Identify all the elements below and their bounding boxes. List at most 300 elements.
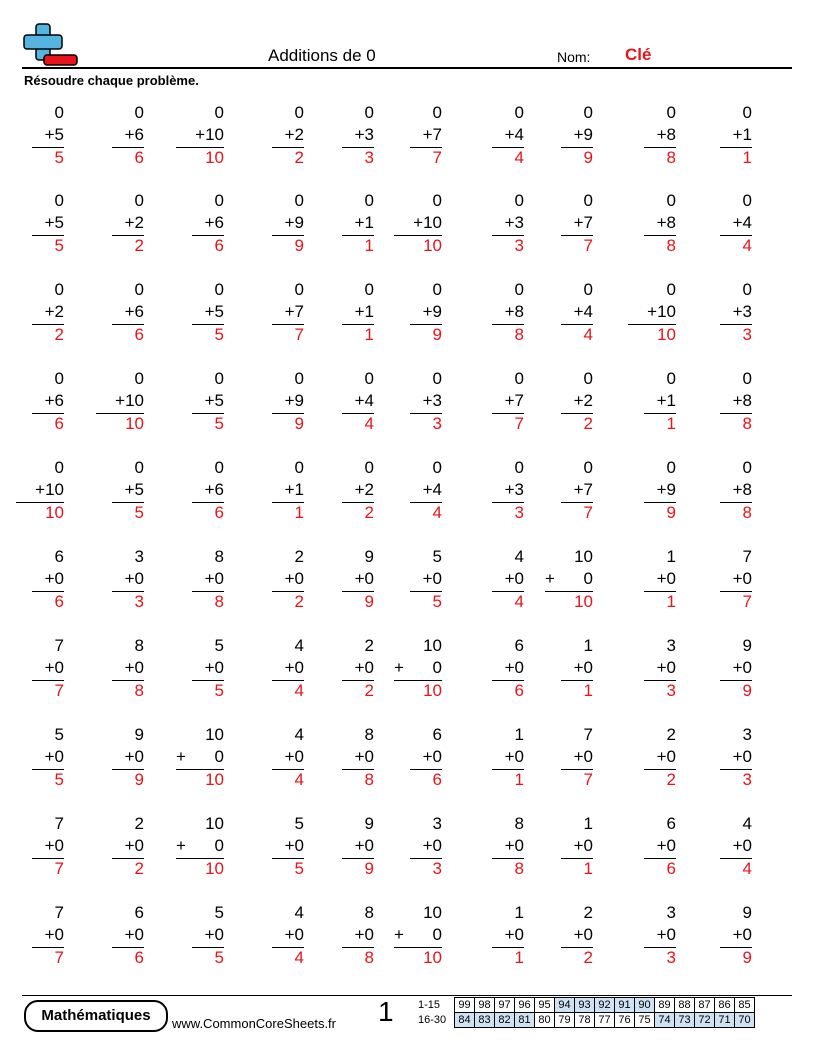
problem: [410, 724, 442, 791]
addend-bottom: +0: [504, 658, 524, 677]
score-row-label: 1-15: [418, 999, 441, 1011]
addend-bottom: +6: [204, 213, 224, 232]
problem: [720, 190, 752, 257]
answer: 5: [432, 592, 442, 611]
score-cell: 73: [675, 1013, 695, 1028]
addend-bottom: +9: [284, 213, 304, 232]
problem: [720, 368, 752, 435]
addend-top: 0: [742, 103, 752, 122]
answer: 8: [514, 325, 524, 344]
problem: [492, 102, 524, 169]
answer: 4: [364, 414, 374, 433]
answer: 4: [742, 859, 752, 878]
answer: 2: [134, 859, 144, 878]
score-cell: 99: [455, 998, 475, 1013]
addend-top: 0: [514, 369, 524, 388]
site-url: www.CommonCoreSheets.fr: [172, 1016, 336, 1031]
problem: [192, 279, 224, 346]
addend-bottom: +1: [284, 480, 304, 499]
addend-bottom: +9: [573, 125, 593, 144]
answer: 4: [742, 236, 752, 255]
problem: [272, 546, 304, 613]
problem: [272, 813, 304, 880]
addend-bottom: +8: [732, 480, 752, 499]
addend-top: 8: [364, 725, 374, 744]
addend-top: 3: [742, 725, 752, 744]
answer: 10: [205, 859, 224, 878]
problem: [176, 724, 224, 791]
score-cell: 88: [675, 998, 695, 1013]
problem: [16, 457, 64, 524]
addend-bottom: +0: [422, 836, 442, 855]
problem: [492, 902, 524, 969]
addend-top: 0: [432, 103, 442, 122]
addend-top: 4: [294, 725, 304, 744]
problem: [342, 724, 374, 791]
addend-top: 0: [54, 369, 64, 388]
score-cell: 74: [655, 1013, 675, 1028]
problem: [272, 368, 304, 435]
addend-top: 10: [205, 814, 224, 833]
problem: [112, 635, 144, 702]
addend-top: 0: [214, 369, 224, 388]
problem: [644, 546, 676, 613]
addend-top: 8: [214, 547, 224, 566]
problem: [720, 724, 752, 791]
addend-bottom: +0: [354, 747, 374, 766]
addend-top: 9: [134, 725, 144, 744]
answer: 9: [583, 148, 593, 167]
answer: 1: [583, 681, 593, 700]
addend-bottom: +7: [573, 480, 593, 499]
answer: 4: [583, 325, 593, 344]
name-label: Nom:: [557, 49, 591, 65]
answer: 10: [125, 414, 144, 433]
problem: [192, 190, 224, 257]
answer: 8: [666, 148, 676, 167]
score-cell: 83: [475, 1013, 495, 1028]
answer: 3: [742, 325, 752, 344]
addend-bottom: +0: [204, 658, 224, 677]
addend-top: 0: [514, 103, 524, 122]
addend-bottom: +0: [504, 925, 524, 944]
addend-bottom: +0: [354, 658, 374, 677]
score-cell: 94: [555, 998, 575, 1013]
problem: [720, 546, 752, 613]
problem: [492, 546, 524, 613]
addend-bottom: + 0: [394, 658, 442, 677]
addend-top: 0: [666, 369, 676, 388]
problem: [628, 279, 676, 346]
addend-bottom: +0: [732, 747, 752, 766]
addend-top: 7: [54, 636, 64, 655]
answer: 9: [294, 414, 304, 433]
addend-bottom: +0: [573, 658, 593, 677]
addend-bottom: +5: [124, 480, 144, 499]
answer: 6: [54, 592, 64, 611]
answer: 7: [54, 859, 64, 878]
addend-bottom: +3: [422, 391, 442, 410]
score-cell: 86: [715, 998, 735, 1013]
problem: [272, 724, 304, 791]
addend-bottom: +0: [124, 569, 144, 588]
addend-bottom: +0: [124, 925, 144, 944]
addend-top: 6: [666, 814, 676, 833]
score-cell: 84: [455, 1013, 475, 1028]
addend-bottom: +3: [504, 213, 524, 232]
problem: [561, 724, 593, 791]
score-cell: 71: [715, 1013, 735, 1028]
answer: 6: [54, 414, 64, 433]
addend-bottom: +0: [656, 836, 676, 855]
problem: [720, 102, 752, 169]
answer: 2: [54, 325, 64, 344]
addend-bottom: +0: [656, 658, 676, 677]
addend-top: 6: [514, 636, 524, 655]
addend-top: 0: [54, 280, 64, 299]
answer: 10: [205, 770, 224, 789]
score-table: [418, 997, 755, 1028]
score-cell: 70: [735, 1013, 755, 1028]
addend-bottom: + 0: [394, 925, 442, 944]
addend-top: 0: [214, 191, 224, 210]
addend-top: 0: [583, 458, 593, 477]
problem: [96, 368, 144, 435]
addend-bottom: + 0: [545, 569, 593, 588]
answer: 7: [583, 770, 593, 789]
addend-top: 9: [364, 547, 374, 566]
answer: 5: [214, 325, 224, 344]
problem: [32, 635, 64, 702]
answer: 2: [134, 236, 144, 255]
problem: [492, 368, 524, 435]
addend-bottom: +9: [422, 302, 442, 321]
addend-top: 0: [583, 280, 593, 299]
problem: [561, 457, 593, 524]
addend-bottom: +8: [504, 302, 524, 321]
addend-top: 0: [134, 369, 144, 388]
problem: [192, 546, 224, 613]
answer: 8: [742, 414, 752, 433]
addend-bottom: +6: [124, 302, 144, 321]
answer: 5: [214, 948, 224, 967]
addend-top: 0: [666, 458, 676, 477]
addend-top: 4: [294, 636, 304, 655]
addend-top: 0: [54, 103, 64, 122]
problem: [720, 279, 752, 346]
answer: 4: [514, 592, 524, 611]
problem: [342, 902, 374, 969]
answer: 1: [583, 859, 593, 878]
addend-top: 3: [134, 547, 144, 566]
addend-top: 0: [742, 280, 752, 299]
addend-bottom: +2: [124, 213, 144, 232]
addend-top: 3: [666, 636, 676, 655]
score-cell: 90: [635, 998, 655, 1013]
problem: [561, 368, 593, 435]
addend-top: 0: [583, 103, 593, 122]
addend-bottom: +0: [354, 569, 374, 588]
answer: 5: [214, 681, 224, 700]
addend-bottom: +0: [44, 569, 64, 588]
addend-bottom: +0: [573, 747, 593, 766]
answer: 2: [364, 503, 374, 522]
problem: [561, 279, 593, 346]
addend-top: 10: [205, 725, 224, 744]
addend-top: 7: [742, 547, 752, 566]
answer: 3: [432, 859, 442, 878]
score-cell: 80: [535, 1013, 555, 1028]
problem: [112, 279, 144, 346]
addend-bottom: +0: [504, 747, 524, 766]
problem: [561, 190, 593, 257]
answer: 1: [514, 948, 524, 967]
answer: 9: [666, 503, 676, 522]
score-cell: 92: [595, 998, 615, 1013]
addend-top: 0: [134, 103, 144, 122]
addend-bottom: +0: [422, 569, 442, 588]
score-cell: 76: [615, 1013, 635, 1028]
problem: [342, 635, 374, 702]
score-cell: 97: [495, 998, 515, 1013]
problem: [644, 724, 676, 791]
score-cell: 95: [535, 998, 555, 1013]
score-cell: 78: [575, 1013, 595, 1028]
addend-top: 7: [54, 903, 64, 922]
problem: [492, 279, 524, 346]
addend-top: 0: [583, 191, 593, 210]
score-row: [418, 1013, 755, 1028]
problem: [176, 813, 224, 880]
problem: [342, 102, 374, 169]
addend-bottom: +0: [732, 569, 752, 588]
addend-bottom: +1: [354, 213, 374, 232]
addend-bottom: +8: [656, 125, 676, 144]
addend-bottom: +6: [204, 480, 224, 499]
addend-bottom: +0: [656, 925, 676, 944]
addend-bottom: +5: [204, 302, 224, 321]
problem: [342, 190, 374, 257]
answer: 2: [666, 770, 676, 789]
addend-top: 0: [742, 369, 752, 388]
answer: 1: [364, 325, 374, 344]
answer: 1: [666, 414, 676, 433]
addend-top: 0: [214, 458, 224, 477]
answer: 2: [364, 681, 374, 700]
answer: 7: [742, 592, 752, 611]
answer: 2: [583, 414, 593, 433]
problem: [644, 813, 676, 880]
addend-top: 0: [294, 280, 304, 299]
answer: 6: [666, 859, 676, 878]
answer: 5: [54, 236, 64, 255]
answer: 5: [134, 503, 144, 522]
worksheet-title: Additions de 0: [268, 46, 376, 65]
addend-bottom: +0: [504, 836, 524, 855]
addend-top: 0: [583, 369, 593, 388]
problem: [32, 546, 64, 613]
addend-top: 0: [364, 191, 374, 210]
answer: 3: [432, 414, 442, 433]
problem: [410, 546, 442, 613]
addend-top: 4: [294, 903, 304, 922]
problem: [192, 457, 224, 524]
score-cell: 96: [515, 998, 535, 1013]
problem: [561, 813, 593, 880]
addend-bottom: +8: [656, 213, 676, 232]
addend-top: 0: [364, 369, 374, 388]
addend-top: 0: [742, 458, 752, 477]
addend-top: 1: [514, 903, 524, 922]
answer: 2: [294, 148, 304, 167]
addend-top: 0: [432, 369, 442, 388]
addend-bottom: +0: [204, 569, 224, 588]
answer: 8: [364, 948, 374, 967]
addend-bottom: +0: [44, 658, 64, 677]
answer: 3: [514, 503, 524, 522]
addend-top: 0: [666, 280, 676, 299]
addend-bottom: +8: [732, 391, 752, 410]
plus-minus-logo-icon: [22, 22, 80, 68]
addend-bottom: +9: [284, 391, 304, 410]
addend-top: 0: [432, 280, 442, 299]
problem: [410, 102, 442, 169]
answer: 3: [666, 681, 676, 700]
answer: 9: [134, 770, 144, 789]
score-row: [418, 998, 755, 1013]
score-cell: 87: [695, 998, 715, 1013]
answer: 9: [742, 681, 752, 700]
problem: [32, 813, 64, 880]
page-number: 1: [378, 996, 394, 1027]
addend-bottom: +0: [44, 925, 64, 944]
answer: 4: [294, 681, 304, 700]
problem: [644, 457, 676, 524]
score-cell: 79: [555, 1013, 575, 1028]
addend-bottom: +10: [115, 391, 144, 410]
problem: [410, 813, 442, 880]
problem: [492, 635, 524, 702]
answer: 7: [583, 236, 593, 255]
addend-bottom: +0: [504, 569, 524, 588]
problem: [342, 279, 374, 346]
addend-top: 6: [54, 547, 64, 566]
addend-bottom: +0: [124, 747, 144, 766]
answer: 3: [742, 770, 752, 789]
addend-bottom: +9: [656, 480, 676, 499]
addend-bottom: +3: [354, 125, 374, 144]
answer: 7: [54, 948, 64, 967]
addend-bottom: +5: [44, 125, 64, 144]
addend-bottom: +0: [732, 836, 752, 855]
problem: [272, 902, 304, 969]
addend-top: 2: [134, 814, 144, 833]
score-cell: 93: [575, 998, 595, 1013]
answer: 6: [214, 503, 224, 522]
problem: [176, 102, 224, 169]
brand-badge: Mathématiques: [24, 1000, 168, 1032]
answer: 3: [666, 948, 676, 967]
addend-bottom: +0: [284, 747, 304, 766]
answer: 7: [432, 148, 442, 167]
addend-bottom: +0: [732, 658, 752, 677]
problem: [272, 102, 304, 169]
problem: [192, 635, 224, 702]
addend-top: 0: [364, 458, 374, 477]
answer: 6: [134, 148, 144, 167]
addend-top: 0: [214, 103, 224, 122]
answer: 2: [294, 592, 304, 611]
answer: 10: [423, 948, 442, 967]
score-cell: 77: [595, 1013, 615, 1028]
addend-top: 0: [514, 458, 524, 477]
problem: [394, 635, 442, 702]
addend-top: 1: [666, 547, 676, 566]
problem: [492, 724, 524, 791]
addend-top: 0: [294, 369, 304, 388]
addend-bottom: +0: [656, 747, 676, 766]
addend-top: 0: [666, 103, 676, 122]
score-cell: 75: [635, 1013, 655, 1028]
answer: 9: [432, 325, 442, 344]
addend-bottom: + 0: [176, 747, 224, 766]
addend-bottom: +10: [35, 480, 64, 499]
answer: 8: [514, 859, 524, 878]
instructions: Résoudre chaque problème.: [24, 73, 199, 88]
addend-top: 9: [742, 903, 752, 922]
footer-divider: [22, 995, 792, 996]
addend-top: 0: [514, 191, 524, 210]
addend-top: 0: [742, 191, 752, 210]
answer: 10: [205, 148, 224, 167]
addend-bottom: +3: [732, 302, 752, 321]
addend-bottom: +10: [195, 125, 224, 144]
answer: 4: [294, 948, 304, 967]
problem: [32, 368, 64, 435]
answer: 1: [294, 503, 304, 522]
addend-bottom: +1: [354, 302, 374, 321]
addend-top: 0: [364, 280, 374, 299]
problem: [192, 368, 224, 435]
addend-bottom: +0: [44, 747, 64, 766]
answer: 1: [742, 148, 752, 167]
answer: 5: [294, 859, 304, 878]
answer: 9: [364, 592, 374, 611]
answer: 5: [54, 770, 64, 789]
addend-bottom: +7: [422, 125, 442, 144]
addend-top: 8: [364, 903, 374, 922]
problem: [272, 457, 304, 524]
problem: [492, 813, 524, 880]
answer: 1: [364, 236, 374, 255]
answer: 8: [134, 681, 144, 700]
answer: 8: [214, 592, 224, 611]
problem: [561, 902, 593, 969]
addend-bottom: +0: [124, 658, 144, 677]
score-cell: 98: [475, 998, 495, 1013]
answer: 7: [294, 325, 304, 344]
addend-top: 0: [666, 191, 676, 210]
problem: [272, 635, 304, 702]
addend-top: 6: [134, 903, 144, 922]
addend-bottom: +4: [573, 302, 593, 321]
problem: [112, 813, 144, 880]
addend-bottom: +0: [204, 925, 224, 944]
addend-bottom: +0: [656, 569, 676, 588]
problem: [112, 457, 144, 524]
answer: 10: [574, 592, 593, 611]
answer: 4: [514, 148, 524, 167]
